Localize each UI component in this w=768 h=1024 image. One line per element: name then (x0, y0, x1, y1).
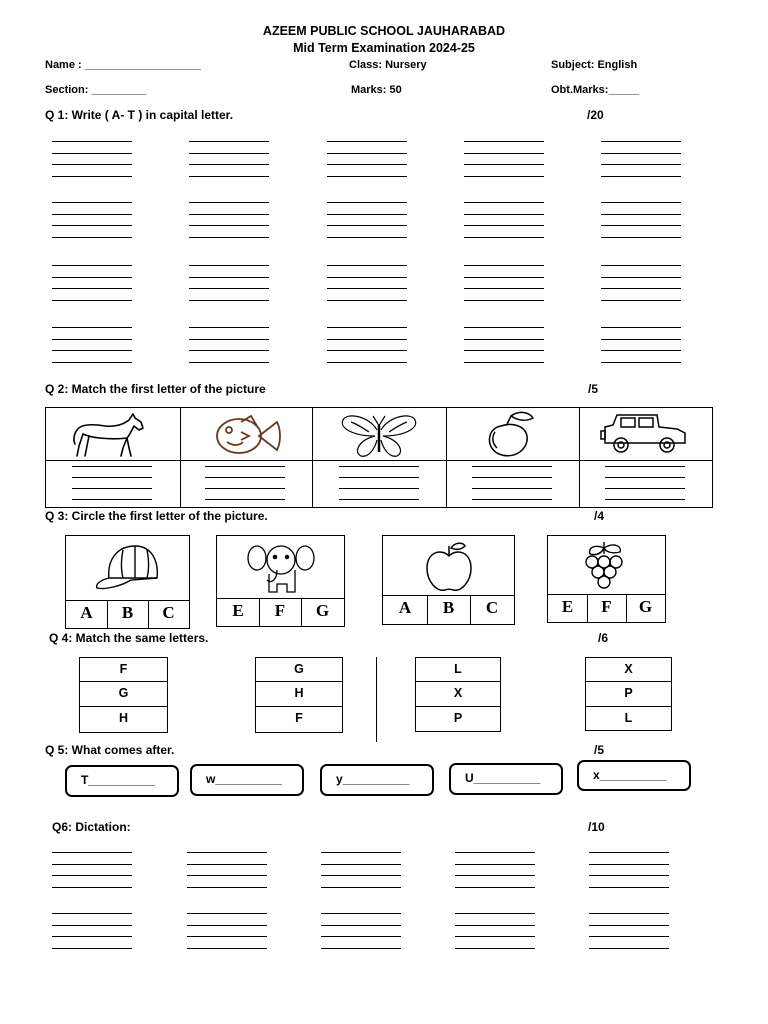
ruled-line (52, 936, 132, 937)
q5-answer-box[interactable]: y__________ (320, 764, 434, 796)
marks-label: Marks: 50 (351, 84, 402, 96)
ruled-line (589, 936, 669, 937)
ruled-line (601, 265, 681, 266)
ruled-line (605, 477, 685, 478)
writing-lines[interactable] (52, 913, 132, 949)
ruled-line (601, 237, 681, 238)
q3-letter[interactable]: F (274, 601, 286, 620)
writing-lines[interactable] (455, 852, 535, 888)
ruled-line (189, 202, 269, 203)
writing-lines[interactable] (52, 141, 132, 177)
q2-marks: /5 (588, 382, 599, 396)
ruled-line (339, 477, 419, 478)
ruled-line (189, 141, 269, 142)
ruled-line (601, 300, 681, 301)
ruled-line (605, 499, 685, 500)
ruled-line (189, 362, 269, 363)
q5-answer-box[interactable]: T__________ (65, 765, 179, 797)
ruled-line (327, 265, 407, 266)
ruled-line (464, 362, 544, 363)
ruled-line (189, 214, 269, 215)
ruled-line (601, 153, 681, 154)
ruled-line (205, 477, 285, 478)
ruled-line (187, 925, 267, 926)
ruled-line (52, 265, 132, 266)
ruled-line (187, 887, 267, 888)
ruled-line (589, 864, 669, 865)
ruled-line (472, 466, 552, 467)
ruled-line (464, 164, 544, 165)
ruled-line (187, 864, 267, 865)
ruled-line (189, 300, 269, 301)
ruled-line (472, 477, 552, 478)
q4-cell[interactable]: P (586, 682, 671, 706)
ruled-line (327, 362, 407, 363)
writing-lines[interactable] (52, 852, 132, 888)
ruled-line (601, 176, 681, 177)
q2-row-divider (46, 460, 712, 461)
ruled-line (327, 225, 407, 226)
elephant-icon (247, 540, 315, 598)
ruled-line (72, 477, 152, 478)
writing-lines[interactable] (464, 141, 544, 177)
ruled-line (472, 499, 552, 500)
q3-card (65, 535, 190, 629)
ruled-line (321, 887, 401, 888)
ruled-line (52, 164, 132, 165)
writing-lines[interactable] (601, 141, 681, 177)
ruled-line (472, 488, 552, 489)
ruled-line (52, 350, 132, 351)
ruled-line (52, 887, 132, 888)
q4-separator (376, 657, 377, 742)
q3-letter[interactable]: G (638, 597, 653, 616)
exam-title: Mid Term Examination 2024-25 (293, 41, 475, 55)
q3-letter[interactable]: G (315, 601, 330, 620)
ruled-line (327, 339, 407, 340)
q4-cell[interactable]: P (453, 710, 463, 725)
q3-card (547, 535, 666, 623)
q3-letter[interactable]: C (162, 603, 175, 622)
ruled-line (189, 277, 269, 278)
ruled-line (52, 362, 132, 363)
ruled-line (52, 141, 132, 142)
q3-letter[interactable]: A (398, 598, 412, 617)
q4-cell[interactable]: L (416, 658, 500, 682)
q3-title: Q 3: Circle the first letter of the picture. (45, 509, 268, 523)
ruled-line (321, 875, 401, 876)
q4-cell[interactable]: H (256, 682, 342, 706)
ruled-line (72, 466, 152, 467)
ruled-line (601, 362, 681, 363)
q4-table (415, 657, 501, 732)
writing-lines[interactable] (321, 852, 401, 888)
writing-lines[interactable] (189, 327, 269, 363)
q3-marks: /4 (594, 509, 605, 523)
ruled-line (187, 913, 267, 914)
ruled-line (464, 237, 544, 238)
q4-cell[interactable]: F (295, 710, 303, 725)
ruled-line (189, 225, 269, 226)
ruled-line (52, 237, 132, 238)
ruled-line (601, 225, 681, 226)
ruled-line (339, 488, 419, 489)
writing-lines[interactable] (589, 852, 669, 888)
q3-card (382, 535, 515, 625)
writing-lines[interactable] (601, 202, 681, 238)
section-field: Section: _________ (45, 84, 147, 96)
ruled-line (321, 925, 401, 926)
q2-col-divider (579, 408, 580, 507)
apple-icon (421, 540, 477, 596)
school-name: AZEEM PUBLIC SCHOOL JAUHARABAD (262, 24, 506, 38)
writing-lines[interactable] (327, 141, 407, 177)
ruled-line (189, 265, 269, 266)
ruled-line (187, 948, 267, 949)
ruled-line (589, 925, 669, 926)
writing-lines[interactable] (52, 265, 132, 301)
ruled-line (589, 948, 669, 949)
ruled-line (189, 339, 269, 340)
ruled-line (189, 153, 269, 154)
ruled-line (52, 202, 132, 203)
q6-marks: /10 (588, 820, 605, 834)
ruled-line (205, 466, 285, 467)
writing-lines[interactable] (464, 202, 544, 238)
q4-cell[interactable]: G (256, 658, 342, 682)
ruled-line (455, 875, 535, 876)
q3-letter[interactable]: B (121, 603, 134, 622)
ruled-line (327, 277, 407, 278)
q1-marks: /20 (587, 108, 604, 122)
ruled-line (327, 288, 407, 289)
ruled-line (455, 864, 535, 865)
ruled-line (189, 327, 269, 328)
ruled-line (464, 327, 544, 328)
ruled-line (327, 153, 407, 154)
ruled-line (464, 153, 544, 154)
ruled-line (464, 265, 544, 266)
writing-lines[interactable] (189, 141, 269, 177)
ruled-line (52, 214, 132, 215)
ruled-line (589, 875, 669, 876)
ruled-line (339, 499, 419, 500)
ruled-line (327, 202, 407, 203)
ruled-line (189, 164, 269, 165)
ruled-line (464, 176, 544, 177)
ruled-line (589, 913, 669, 914)
ruled-line (464, 277, 544, 278)
q3-letter[interactable]: A (80, 603, 93, 622)
writing-lines[interactable] (72, 466, 152, 502)
ruled-line (189, 288, 269, 289)
ruled-line (464, 202, 544, 203)
ruled-line (464, 288, 544, 289)
ruled-line (601, 141, 681, 142)
ruled-line (52, 277, 132, 278)
ruled-line (52, 300, 132, 301)
ruled-line (321, 864, 401, 865)
q4-table (585, 657, 672, 731)
ruled-line (605, 488, 685, 489)
q4-table (255, 657, 343, 733)
q3-letter[interactable]: B (442, 598, 455, 617)
writing-lines[interactable] (455, 913, 535, 949)
q5-marks: /5 (594, 743, 605, 757)
q4-cell[interactable]: L (624, 710, 633, 725)
ruled-line (187, 852, 267, 853)
ruled-line (205, 488, 285, 489)
q4-marks: /6 (598, 631, 609, 645)
subject-label: Subject: English (551, 59, 638, 71)
writing-lines[interactable] (601, 327, 681, 363)
q4-table (79, 657, 168, 733)
ruled-line (589, 852, 669, 853)
q4-cell[interactable]: X (586, 658, 671, 682)
q3-card (216, 535, 345, 627)
ruled-line (52, 288, 132, 289)
ruled-line (464, 339, 544, 340)
ruled-line (327, 214, 407, 215)
ruled-line (52, 225, 132, 226)
ruled-line (321, 948, 401, 949)
ruled-line (52, 153, 132, 154)
ruled-line (52, 948, 132, 949)
ruled-line (601, 277, 681, 278)
ruled-line (52, 925, 132, 926)
writing-lines[interactable] (187, 913, 267, 949)
writing-lines[interactable] (189, 202, 269, 238)
q3-letter[interactable]: E (232, 601, 244, 620)
q4-cell[interactable]: G (80, 682, 167, 706)
q6-title: Q6: Dictation: (52, 820, 131, 834)
ruled-line (464, 214, 544, 215)
obtained-marks-field: Obt.Marks:_____ (551, 84, 640, 96)
ruled-line (455, 913, 535, 914)
ruled-line (601, 339, 681, 340)
ruled-line (589, 887, 669, 888)
writing-lines[interactable] (605, 466, 685, 502)
ruled-line (52, 852, 132, 853)
writing-lines[interactable] (189, 265, 269, 301)
ruled-line (327, 237, 407, 238)
ruled-line (327, 176, 407, 177)
ruled-line (605, 466, 685, 467)
writing-lines[interactable] (187, 852, 267, 888)
ruled-line (601, 350, 681, 351)
ruled-line (321, 913, 401, 914)
writing-lines[interactable] (339, 466, 419, 502)
q4-cell[interactable]: H (118, 710, 129, 725)
ruled-line (187, 875, 267, 876)
name-field: Name : ___________________ (45, 59, 201, 71)
ruled-line (52, 864, 132, 865)
jeep-icon (599, 413, 689, 455)
ruled-line (601, 202, 681, 203)
ruled-line (601, 164, 681, 165)
ruled-line (72, 488, 152, 489)
q4-title: Q 4: Match the same letters. (49, 631, 209, 645)
ruled-line (455, 852, 535, 853)
ruled-line (455, 948, 535, 949)
writing-lines[interactable] (327, 202, 407, 238)
q2-col-divider (446, 408, 447, 507)
q3-letter[interactable]: F (601, 597, 612, 616)
ruled-line (339, 466, 419, 467)
q4-cell[interactable]: F (80, 658, 167, 682)
ruled-line (189, 350, 269, 351)
ruled-line (464, 300, 544, 301)
q2-col-divider (312, 408, 313, 507)
writing-lines[interactable] (327, 265, 407, 301)
grapes-icon (580, 540, 632, 594)
horse-icon (71, 412, 151, 458)
writing-lines[interactable] (464, 327, 544, 363)
q3-letter[interactable]: E (561, 597, 574, 616)
q2-title: Q 2: Match the first letter of the picture (45, 382, 266, 396)
ruled-line (52, 339, 132, 340)
ruled-line (464, 141, 544, 142)
ruled-line (52, 327, 132, 328)
q1-title: Q 1: Write ( A- T ) in capital letter. (45, 108, 234, 122)
ruled-line (327, 141, 407, 142)
writing-lines[interactable] (205, 466, 285, 502)
writing-lines[interactable] (601, 265, 681, 301)
ruled-line (601, 288, 681, 289)
writing-lines[interactable] (52, 327, 132, 363)
writing-lines[interactable] (327, 327, 407, 363)
ruled-line (52, 875, 132, 876)
q3-letter[interactable]: C (485, 598, 499, 617)
ruled-line (601, 327, 681, 328)
fish-icon (211, 412, 285, 458)
class-label: Class: Nursery (349, 59, 427, 71)
ruled-line (52, 176, 132, 177)
writing-lines[interactable] (321, 913, 401, 949)
ruled-line (601, 214, 681, 215)
ruled-line (327, 327, 407, 328)
ruled-line (321, 936, 401, 937)
q5-answer-box[interactable]: x__________ (577, 760, 691, 791)
ruled-line (464, 225, 544, 226)
cap-icon (91, 540, 163, 598)
ruled-line (464, 350, 544, 351)
ruled-line (327, 300, 407, 301)
ruled-line (327, 164, 407, 165)
q2-col-divider (180, 408, 181, 507)
writing-lines[interactable] (589, 913, 669, 949)
ruled-line (455, 936, 535, 937)
ruled-line (52, 913, 132, 914)
ruled-line (205, 499, 285, 500)
ruled-line (455, 925, 535, 926)
q5-answer-box[interactable]: w__________ (190, 764, 304, 796)
butterfly-icon (339, 412, 419, 460)
q5-answer-box[interactable]: U__________ (449, 763, 563, 795)
ruled-line (455, 887, 535, 888)
mango-icon (481, 410, 541, 460)
ruled-line (327, 350, 407, 351)
ruled-line (187, 936, 267, 937)
ruled-line (189, 237, 269, 238)
ruled-line (321, 852, 401, 853)
q5-title: Q 5: What comes after. (45, 743, 175, 757)
writing-lines[interactable] (464, 265, 544, 301)
writing-lines[interactable] (52, 202, 132, 238)
writing-lines[interactable] (472, 466, 552, 502)
ruled-line (72, 499, 152, 500)
ruled-line (189, 176, 269, 177)
q4-cell[interactable]: X (416, 682, 500, 706)
